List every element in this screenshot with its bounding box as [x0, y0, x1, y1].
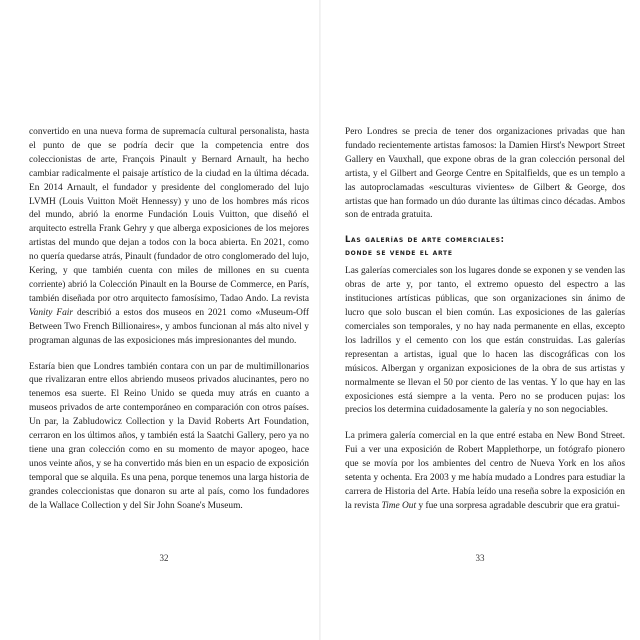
right-paragraph-3-text: La primera galería comercial en la que entré estaba en New Bond Street. Fui a ver una exposición de Robert Mapplethorpe, un fotógrafo pionero que se movía por los ambientes del centro de Nueva York en los años setenta y ochenta. Era 2003 y me había mudado a Londres para estudiar la carrera de Historia del Arte. Había leído una reseña sobre la exposición en la revista — [345, 431, 625, 511]
right-paragraph-1: Pero Londres se precia de tener dos organizaciones privadas que han fundado recientemente artistas famosos: la Damien Hirst's Newport Street Gallery en Vauxhall, que expone obras de la gran colección personal del artista, y el Gilbert and George Centre en Spitalfields, que es un templo a las autoproclamadas «esculturas vivientes» de Gilbert & George, dos artistas que han formado un dúo durante las últimas cinco décadas. Ambos son de entrada gratuita. — [345, 127, 625, 221]
right-page-number: 33 — [475, 553, 485, 563]
right-paragraph-3-end: y fue una sorpresa agradable descubrir que era gratui- — [418, 500, 620, 511]
left-page-number: 32 — [159, 553, 169, 563]
left-paragraph-1 — [29, 126, 309, 349]
section-heading-line-2: donde se vende el arte — [345, 247, 453, 258]
left-paragraph-1-text: convertido en una nueva forma de supremacía cultural personalista, hasta el punto de que se podría decir que la competencia entre dos coleccionistas de arte, François Pinault y Bernard Arnault, ha hecho cambiar radicalmente el paisaje artístico de la ciudad en la última década. En 2014 Arnault, el fundador y presidente del conglomerado del lujo LVMH (Louis Vuitton Moët Hennessy) y uno de los hombres más ricos del mundo, abrió la enorme Fundación Louis Vuitton, que diseñó el arquitecto estrella Frank Gehry y que alberga exposiciones de los mejores artistas del mundo que dejan a todos con la boca abierta. En 2021, como no quería quedarse atrás, Pinault (fundador de otro conglomerado del lujo, Kering, y que también cuenta con miles de millones en su cuenta corriente) abrió la Colección Pinault en la Bourse de Commerce, en París, también diseñada por otro arquitecto famosísimo, Tadao Ando. La revista — [29, 127, 309, 304]
book-gutter — [319, 0, 321, 640]
magazine-title: Vanity Fair — [29, 307, 74, 318]
left-paragraph-1-end: describió a estos dos museos en 2021 como «Museum-Off Between Two French Billionaires», y ambos funcionan al más alto nivel y programan algunas de las exposiciones más impresionantes del mundo. — [29, 307, 309, 346]
left-paragraph-2: Estaría bien que Londres también contara con un par de multimillonarios que rivalizaran entre ellos abriendo museos privados alucinantes, pero no tenemos esa suerte. El Reino Unido se queda muy atrás en cuanto a museos privados de arte contemporáneo en comparación con otros países. Un par, la Zabludowicz Collection y la David Roberts Art Foundation, cerraron en los últimos años, y también está la Saatchi Gallery, pero ya no tiene una gran colección como en su momento de mayor apogeo, hace unos veinte años, y se ha convertido más bien en un espacio de exposición temporal que se alquila. Es una pena, porque tenemos una larga historia de grandes coleccionistas que donaron su arte al país, como los fundadores de la Wallace Collection y del Sir John Soane's Museum. — [29, 361, 309, 511]
right-paragraph-2: Las galerías comerciales son los lugares donde se exponen y se venden las obras de arte y, por tanto, el extremo opuesto del espectro a las instituciones artísticas públicas, que son organizaciones sin ánimo de lucro que solo buscan el bien común. Las exposiciones de las galerías comerciales son temporales, y no hay nada permanente en ellas, excepto los ladrillos y el cemento con los que están construidas. Las galerías representan a artistas, igual que lo hacen las discográficas con los músicos. Albergan y organizan exposiciones de la obra de sus artistas y normalmente se llevan el 50 por ciento de las ventas. Y lo que hay en las exposiciones está siempre a la venta. Pero no se producen pujas: los precios los determina cuidadosamente la galería y no son negociables. — [345, 266, 625, 416]
magazine-title-time-out: Time Out — [381, 500, 417, 511]
left-page — [29, 126, 309, 513]
section-heading — [345, 233, 625, 259]
right-page — [345, 126, 625, 514]
right-paragraph-3 — [345, 430, 625, 513]
section-heading-line-1: Las galerías de arte comerciales: — [345, 234, 505, 245]
